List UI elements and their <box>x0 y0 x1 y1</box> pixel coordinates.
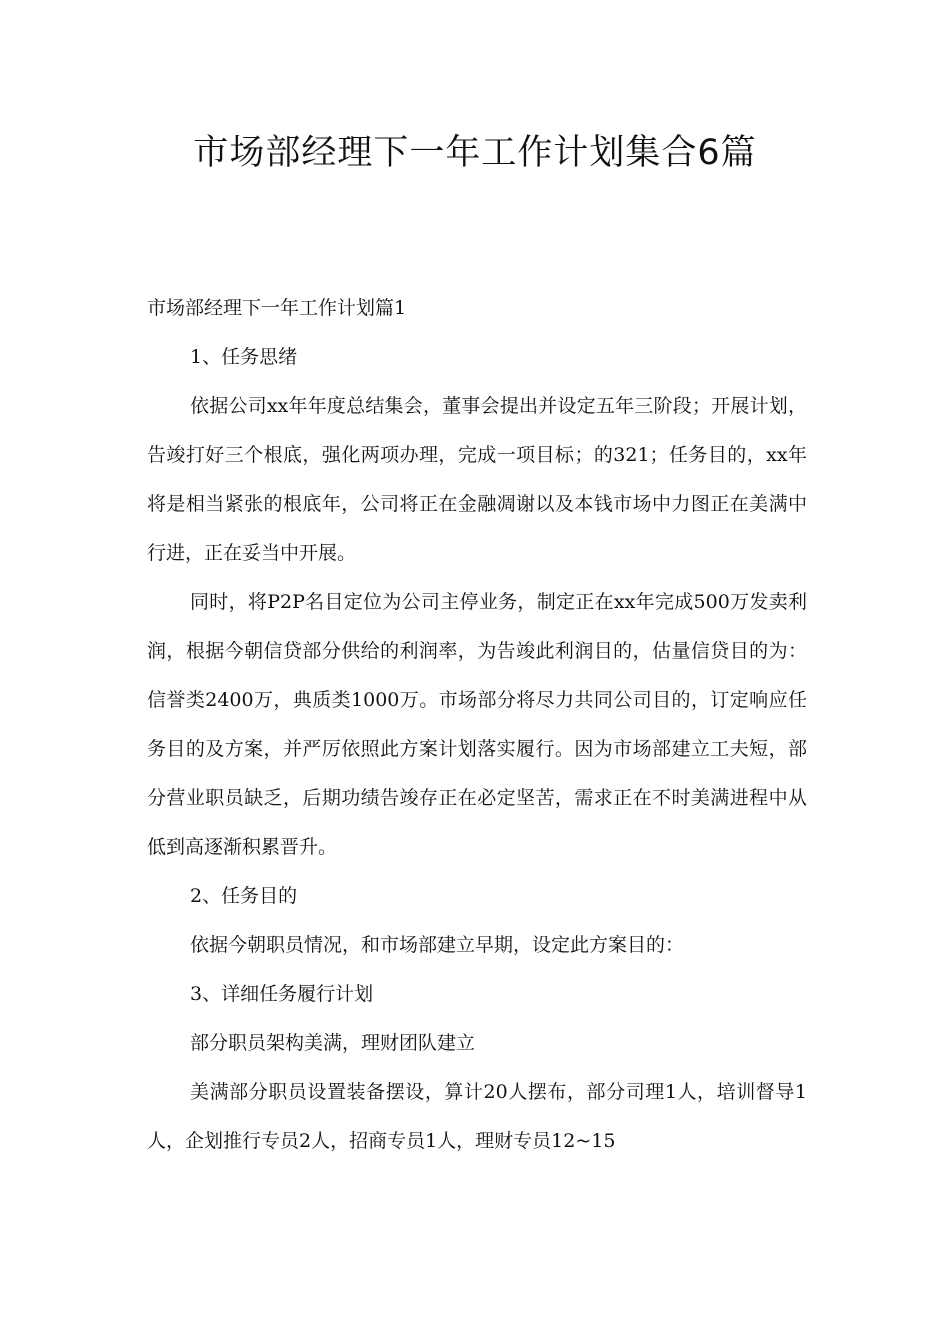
subsection-heading: 1、任务思绪 <box>190 346 298 368</box>
document-title: 市场部经理下一年工作计划集合6篇 <box>193 133 757 173</box>
subsection-heading: 3、详细任务履行计划 <box>190 983 374 1005</box>
section-heading: 市场部经理下一年工作计划篇1 <box>147 297 407 319</box>
paragraph: 部分职员架构美满，理财团队建立 <box>190 1032 476 1054</box>
paragraph: 同时，将P2P名目定位为公司主停业务，制定正在xx年完成500万发卖利润，根据今朝信贷部分供给的利润率，为告竣此利润目的，估量信贷目的为：信誉类2400万，典质类1000万。市场部分将尽力共同公司目的，订定响应任务目的及方案，并严厉依照此方案计划落实履行。因为市场部建立工夫短，部分营业职员缺乏，后期功绩告竣存正在必定坚苦，需求正在不时美满进程中从低到高逐渐积累晋升。 <box>147 591 807 858</box>
paragraph: 美满部分职员设置装备摆设，算计20人摆布，部分司理1人，培训督导1人，企划推行专员2人，招商专员1人，理财专员12~15 <box>147 1081 807 1152</box>
subsection-heading: 2、任务目的 <box>190 885 298 907</box>
paragraph: 依据公司xx年年度总结集会，董事会提出并设定五年三阶段；开展计划，告竣打好三个根底，强化两项办理，完成一项目标；的321；任务目的，xx年将是相当紧张的根底年，公司将正在金融凋谢以及本钱市场中力图正在美满中行进，正在妥当中开展。 <box>147 395 807 564</box>
paragraph: 依据今朝职员情况，和市场部建立早期，设定此方案目的： <box>190 934 685 956</box>
document-body <box>147 284 807 1166</box>
